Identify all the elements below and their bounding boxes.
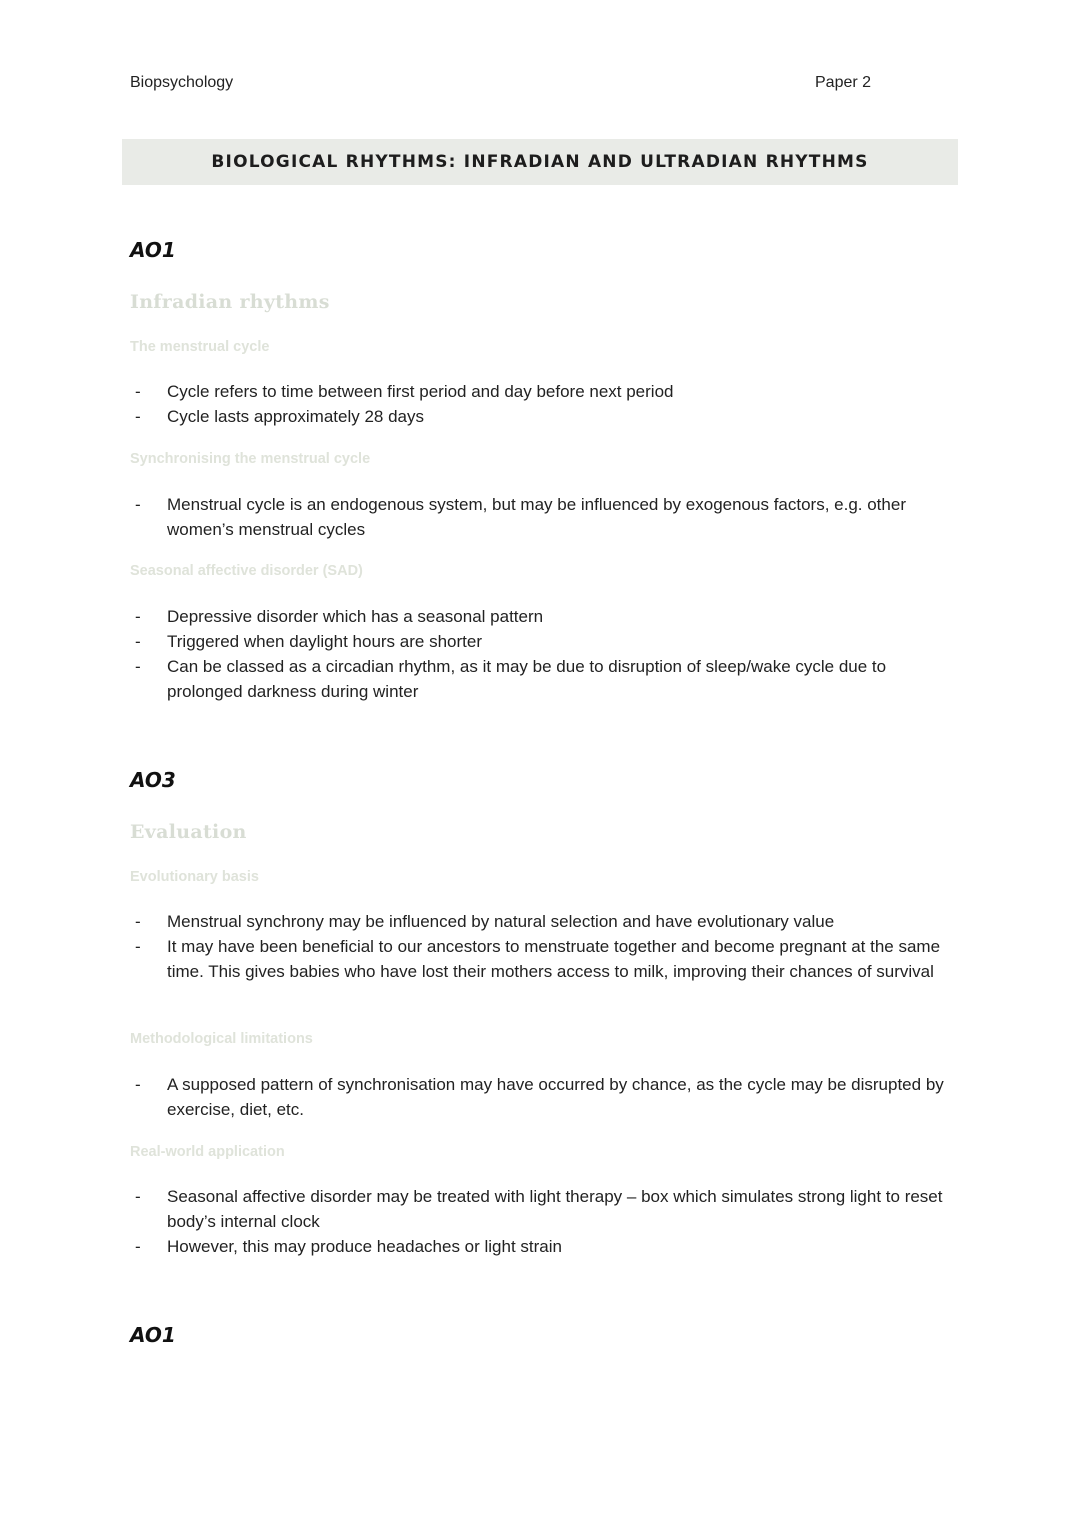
bullet-dash: - [135, 632, 141, 651]
list-item [130, 404, 960, 429]
list-item [130, 1234, 960, 1259]
list-item [130, 604, 960, 629]
bullet-list-methodological [130, 1072, 960, 1122]
bullet-dash: - [135, 1187, 141, 1206]
heading-evaluation: Evaluation [130, 821, 247, 843]
heading-infradian-rhythms: Infradian rhythms [130, 291, 330, 313]
header-paper: Paper 2 [815, 74, 872, 91]
list-item-text: Menstrual cycle is an endogenous system, but may be influenced by exogenous factors, e.g. other women’s menstrual cycles [167, 495, 906, 539]
bullet-dash: - [135, 607, 141, 626]
subheading-menstrual-cycle: The menstrual cycle [130, 339, 270, 355]
subheading-methodological: Methodological limitations [130, 1031, 313, 1047]
list-item-text: Depressive disorder which has a seasonal pattern [167, 607, 544, 626]
list-item [130, 492, 960, 542]
bullet-dash: - [135, 937, 141, 956]
bullet-dash: - [135, 1237, 141, 1256]
bullet-list-evolutionary-basis [130, 909, 960, 984]
page-title: BIOLOGICAL RHYTHMS: INFRADIAN AND ULTRADIAN RHYTHMS [211, 152, 869, 172]
section-label-ao1-second: AO1 [130, 1323, 176, 1347]
list-item [130, 654, 960, 704]
title-banner [122, 139, 958, 185]
bullet-dash: - [135, 912, 141, 931]
bullet-dash: - [135, 495, 141, 514]
list-item-text: It may have been beneficial to our ancestors to menstruate together and become pregnant at the same time. This gives babies who have lost their mothers access to milk, improving their chances of survival [167, 937, 941, 981]
bullet-list-synchronising [130, 492, 960, 542]
bullet-dash: - [135, 1075, 141, 1094]
bullet-dash: - [135, 382, 141, 401]
bullet-dash: - [135, 657, 141, 676]
bullet-list-menstrual-cycle [130, 379, 960, 429]
list-item-text: Cycle lasts approximately 28 days [167, 407, 425, 426]
section-label-ao1: AO1 [130, 238, 176, 262]
list-item-text: Menstrual synchrony may be influenced by natural selection and have evolutionary value [167, 912, 835, 931]
subheading-sad: Seasonal affective disorder (SAD) [130, 563, 363, 579]
list-item-text: However, this may produce headaches or light strain [167, 1237, 562, 1256]
bullet-list-sad [130, 604, 960, 704]
list-item [130, 379, 960, 404]
list-item-text: Triggered when daylight hours are shorter [167, 632, 482, 651]
list-item-text: Seasonal affective disorder may be treated with light therapy – box which simulates strong light to reset body’s internal clock [167, 1187, 943, 1231]
bullet-list-real-world [130, 1184, 960, 1259]
section-label-ao3: AO3 [130, 768, 176, 792]
list-item [130, 1184, 960, 1234]
list-item [130, 934, 960, 984]
list-item-text: Can be classed as a circadian rhythm, as it may be due to disruption of sleep/wake cycle due to prolonged darkness during winter [167, 657, 887, 701]
bullet-dash: - [135, 407, 141, 426]
list-item [130, 909, 960, 934]
list-item-text: Cycle refers to time between first period and day before next period [167, 382, 674, 401]
list-item [130, 1072, 960, 1122]
subheading-synchronising: Synchronising the menstrual cycle [130, 451, 371, 467]
list-item-text: A supposed pattern of synchronisation may have occurred by chance, as the cycle may be disrupted by exercise, diet, etc. [167, 1075, 944, 1119]
subheading-real-world: Real-world application [130, 1144, 285, 1160]
list-item [130, 629, 960, 654]
header-subject: Biopsychology [130, 74, 234, 91]
subheading-evolutionary-basis: Evolutionary basis [130, 869, 259, 885]
